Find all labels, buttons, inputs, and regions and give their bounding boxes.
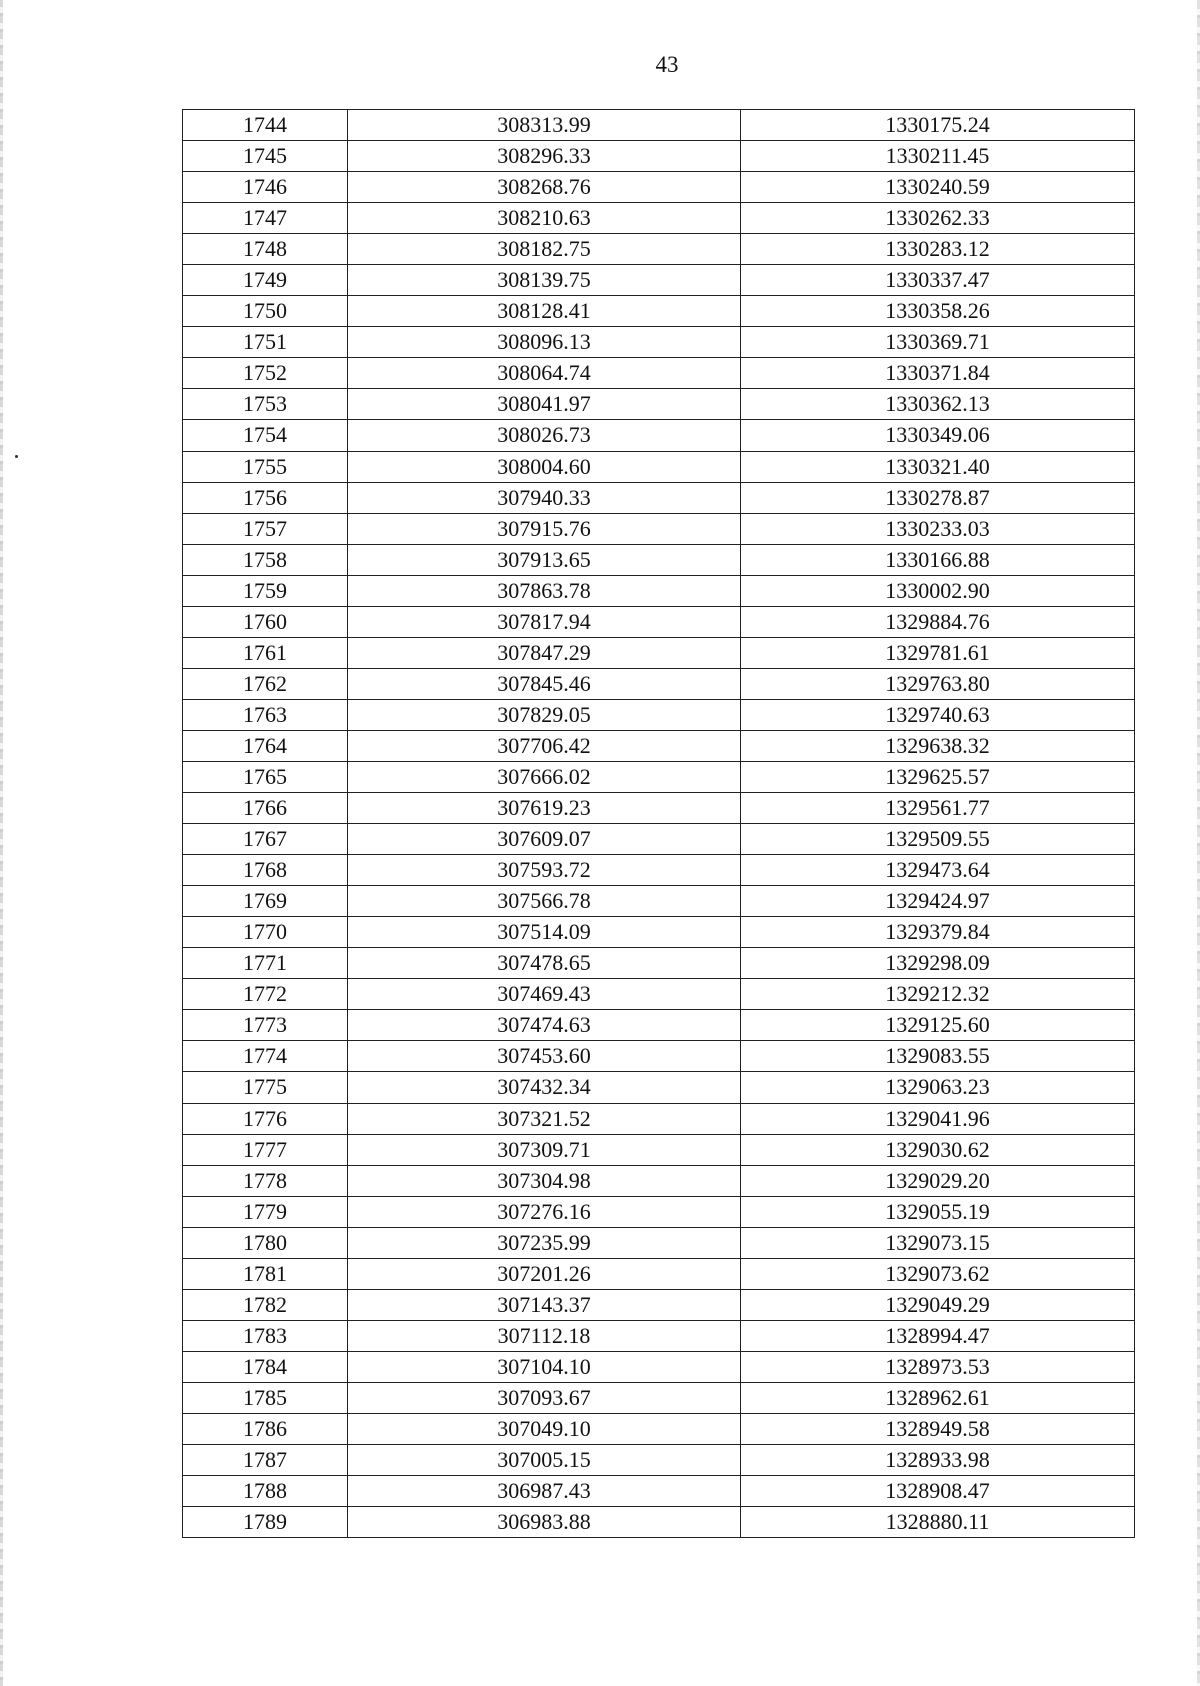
x-coordinate-cell: 307276.16 — [348, 1196, 741, 1227]
y-coordinate-cell: 1329073.62 — [741, 1258, 1135, 1289]
point-number-cell: 1745 — [183, 141, 348, 172]
table-row — [183, 234, 1135, 265]
table-row — [183, 761, 1135, 792]
point-number-cell: 1777 — [183, 1134, 348, 1165]
table-row — [183, 886, 1135, 917]
table-row — [183, 203, 1135, 234]
table-row — [183, 1351, 1135, 1382]
y-coordinate-cell: 1329063.23 — [741, 1072, 1135, 1103]
table-row — [183, 637, 1135, 668]
point-number-cell: 1770 — [183, 917, 348, 948]
x-coordinate-cell: 308004.60 — [348, 451, 741, 482]
point-number-cell: 1771 — [183, 948, 348, 979]
table-row — [183, 917, 1135, 948]
point-number-cell: 1772 — [183, 979, 348, 1010]
table-row — [183, 1165, 1135, 1196]
y-coordinate-cell: 1329763.80 — [741, 668, 1135, 699]
y-coordinate-cell: 1330371.84 — [741, 358, 1135, 389]
x-coordinate-cell: 308182.75 — [348, 234, 741, 265]
y-coordinate-cell: 1329298.09 — [741, 948, 1135, 979]
x-coordinate-cell: 307666.02 — [348, 761, 741, 792]
point-number-cell: 1761 — [183, 637, 348, 668]
point-number-cell: 1748 — [183, 234, 348, 265]
x-coordinate-cell: 308128.41 — [348, 296, 741, 327]
scan-speck — [15, 455, 18, 458]
y-coordinate-cell: 1328933.98 — [741, 1445, 1135, 1476]
x-coordinate-cell: 307817.94 — [348, 606, 741, 637]
x-coordinate-cell: 307474.63 — [348, 1010, 741, 1041]
point-number-cell: 1765 — [183, 761, 348, 792]
y-coordinate-cell: 1329041.96 — [741, 1103, 1135, 1134]
x-coordinate-cell: 307915.76 — [348, 513, 741, 544]
x-coordinate-cell: 308296.33 — [348, 141, 741, 172]
point-number-cell: 1751 — [183, 327, 348, 358]
coordinate-table — [182, 109, 1135, 1538]
table-row — [183, 110, 1135, 141]
y-coordinate-cell: 1329884.76 — [741, 606, 1135, 637]
point-number-cell: 1758 — [183, 544, 348, 575]
point-number-cell: 1782 — [183, 1289, 348, 1320]
table-row — [183, 793, 1135, 824]
y-coordinate-cell: 1329781.61 — [741, 637, 1135, 668]
point-number-cell: 1766 — [183, 793, 348, 824]
table-row — [183, 855, 1135, 886]
x-coordinate-cell: 308268.76 — [348, 172, 741, 203]
table-row — [183, 1103, 1135, 1134]
y-coordinate-cell: 1329049.29 — [741, 1289, 1135, 1320]
point-number-cell: 1785 — [183, 1382, 348, 1413]
point-number-cell: 1779 — [183, 1196, 348, 1227]
x-coordinate-cell: 307566.78 — [348, 886, 741, 917]
point-number-cell: 1789 — [183, 1507, 348, 1538]
table-row — [183, 1072, 1135, 1103]
x-coordinate-cell: 307478.65 — [348, 948, 741, 979]
y-coordinate-cell: 1330240.59 — [741, 172, 1135, 203]
x-coordinate-cell: 308139.75 — [348, 265, 741, 296]
x-coordinate-cell: 307453.60 — [348, 1041, 741, 1072]
table-row — [183, 1134, 1135, 1165]
point-number-cell: 1750 — [183, 296, 348, 327]
x-coordinate-cell: 307304.98 — [348, 1165, 741, 1196]
coordinate-table-body — [183, 110, 1135, 1538]
x-coordinate-cell: 306987.43 — [348, 1476, 741, 1507]
y-coordinate-cell: 1329029.20 — [741, 1165, 1135, 1196]
point-number-cell: 1746 — [183, 172, 348, 203]
table-row — [183, 389, 1135, 420]
point-number-cell: 1760 — [183, 606, 348, 637]
x-coordinate-cell: 307432.34 — [348, 1072, 741, 1103]
x-coordinate-cell: 307514.09 — [348, 917, 741, 948]
x-coordinate-cell: 307593.72 — [348, 855, 741, 886]
table-row — [183, 141, 1135, 172]
table-row — [183, 668, 1135, 699]
point-number-cell: 1767 — [183, 824, 348, 855]
y-coordinate-cell: 1329125.60 — [741, 1010, 1135, 1041]
table-row — [183, 420, 1135, 451]
y-coordinate-cell: 1329509.55 — [741, 824, 1135, 855]
table-row — [183, 1010, 1135, 1041]
y-coordinate-cell: 1328973.53 — [741, 1351, 1135, 1382]
x-coordinate-cell: 307309.71 — [348, 1134, 741, 1165]
point-number-cell: 1756 — [183, 482, 348, 513]
point-number-cell: 1780 — [183, 1227, 348, 1258]
x-coordinate-cell: 307609.07 — [348, 824, 741, 855]
table-row — [183, 1413, 1135, 1444]
point-number-cell: 1764 — [183, 730, 348, 761]
y-coordinate-cell: 1329561.77 — [741, 793, 1135, 824]
point-number-cell: 1784 — [183, 1351, 348, 1382]
table-row — [183, 265, 1135, 296]
page-number: 43 — [655, 52, 679, 77]
table-row — [183, 482, 1135, 513]
point-number-cell: 1775 — [183, 1072, 348, 1103]
x-coordinate-cell: 307619.23 — [348, 793, 741, 824]
y-coordinate-cell: 1329740.63 — [741, 699, 1135, 730]
y-coordinate-cell: 1330175.24 — [741, 110, 1135, 141]
y-coordinate-cell: 1328908.47 — [741, 1476, 1135, 1507]
x-coordinate-cell: 307321.52 — [348, 1103, 741, 1134]
x-coordinate-cell: 307143.37 — [348, 1289, 741, 1320]
table-row — [183, 948, 1135, 979]
table-row — [183, 1476, 1135, 1507]
table-row — [183, 327, 1135, 358]
y-coordinate-cell: 1329379.84 — [741, 917, 1135, 948]
point-number-cell: 1787 — [183, 1445, 348, 1476]
x-coordinate-cell: 307829.05 — [348, 699, 741, 730]
x-coordinate-cell: 307863.78 — [348, 575, 741, 606]
table-row — [183, 1289, 1135, 1320]
table-row — [183, 979, 1135, 1010]
y-coordinate-cell: 1328880.11 — [741, 1507, 1135, 1538]
x-coordinate-cell: 307235.99 — [348, 1227, 741, 1258]
point-number-cell: 1768 — [183, 855, 348, 886]
table-row — [183, 699, 1135, 730]
scan-edge-left — [0, 0, 3, 1686]
table-row — [183, 1041, 1135, 1072]
y-coordinate-cell: 1330002.90 — [741, 575, 1135, 606]
point-number-cell: 1763 — [183, 699, 348, 730]
table-row — [183, 1258, 1135, 1289]
y-coordinate-cell: 1330321.40 — [741, 451, 1135, 482]
table-row — [183, 606, 1135, 637]
x-coordinate-cell: 307847.29 — [348, 637, 741, 668]
table-row — [183, 544, 1135, 575]
x-coordinate-cell: 307049.10 — [348, 1413, 741, 1444]
x-coordinate-cell: 307201.26 — [348, 1258, 741, 1289]
y-coordinate-cell: 1330283.12 — [741, 234, 1135, 265]
table-row — [183, 358, 1135, 389]
x-coordinate-cell: 308096.13 — [348, 327, 741, 358]
point-number-cell: 1749 — [183, 265, 348, 296]
table-row — [183, 172, 1135, 203]
point-number-cell: 1762 — [183, 668, 348, 699]
x-coordinate-cell: 307706.42 — [348, 730, 741, 761]
x-coordinate-cell: 308313.99 — [348, 110, 741, 141]
point-number-cell: 1778 — [183, 1165, 348, 1196]
point-number-cell: 1776 — [183, 1103, 348, 1134]
y-coordinate-cell: 1330369.71 — [741, 327, 1135, 358]
x-coordinate-cell: 307112.18 — [348, 1320, 741, 1351]
table-row — [183, 451, 1135, 482]
x-coordinate-cell: 307913.65 — [348, 544, 741, 575]
y-coordinate-cell: 1328962.61 — [741, 1382, 1135, 1413]
x-coordinate-cell: 307093.67 — [348, 1382, 741, 1413]
table-row — [183, 730, 1135, 761]
point-number-cell: 1753 — [183, 389, 348, 420]
x-coordinate-cell: 308026.73 — [348, 420, 741, 451]
point-number-cell: 1755 — [183, 451, 348, 482]
y-coordinate-cell: 1329638.32 — [741, 730, 1135, 761]
point-number-cell: 1781 — [183, 1258, 348, 1289]
point-number-cell: 1744 — [183, 110, 348, 141]
point-number-cell: 1788 — [183, 1476, 348, 1507]
x-coordinate-cell: 307005.15 — [348, 1445, 741, 1476]
table-row — [183, 1382, 1135, 1413]
y-coordinate-cell: 1329212.32 — [741, 979, 1135, 1010]
y-coordinate-cell: 1330337.47 — [741, 265, 1135, 296]
y-coordinate-cell: 1328994.47 — [741, 1320, 1135, 1351]
x-coordinate-cell: 308041.97 — [348, 389, 741, 420]
y-coordinate-cell: 1329424.97 — [741, 886, 1135, 917]
y-coordinate-cell: 1330278.87 — [741, 482, 1135, 513]
table-row — [183, 296, 1135, 327]
table-row — [183, 1507, 1135, 1538]
table-row — [183, 1445, 1135, 1476]
table-row — [183, 1320, 1135, 1351]
point-number-cell: 1759 — [183, 575, 348, 606]
y-coordinate-cell: 1329073.15 — [741, 1227, 1135, 1258]
x-coordinate-cell: 308210.63 — [348, 203, 741, 234]
y-coordinate-cell: 1329030.62 — [741, 1134, 1135, 1165]
y-coordinate-cell: 1330362.13 — [741, 389, 1135, 420]
point-number-cell: 1747 — [183, 203, 348, 234]
point-number-cell: 1786 — [183, 1413, 348, 1444]
point-number-cell: 1754 — [183, 420, 348, 451]
point-number-cell: 1752 — [183, 358, 348, 389]
x-coordinate-cell: 307104.10 — [348, 1351, 741, 1382]
table-row — [183, 824, 1135, 855]
y-coordinate-cell: 1329625.57 — [741, 761, 1135, 792]
point-number-cell: 1773 — [183, 1010, 348, 1041]
table-row — [183, 1227, 1135, 1258]
point-number-cell: 1769 — [183, 886, 348, 917]
y-coordinate-cell: 1330233.03 — [741, 513, 1135, 544]
x-coordinate-cell: 306983.88 — [348, 1507, 741, 1538]
y-coordinate-cell: 1328949.58 — [741, 1413, 1135, 1444]
table-row — [183, 1196, 1135, 1227]
y-coordinate-cell: 1330166.88 — [741, 544, 1135, 575]
y-coordinate-cell: 1329473.64 — [741, 855, 1135, 886]
x-coordinate-cell: 308064.74 — [348, 358, 741, 389]
x-coordinate-cell: 307845.46 — [348, 668, 741, 699]
point-number-cell: 1783 — [183, 1320, 348, 1351]
y-coordinate-cell: 1330211.45 — [741, 141, 1135, 172]
table-row — [183, 513, 1135, 544]
x-coordinate-cell: 307940.33 — [348, 482, 741, 513]
y-coordinate-cell: 1330349.06 — [741, 420, 1135, 451]
point-number-cell: 1757 — [183, 513, 348, 544]
table-row — [183, 575, 1135, 606]
y-coordinate-cell: 1329055.19 — [741, 1196, 1135, 1227]
y-coordinate-cell: 1329083.55 — [741, 1041, 1135, 1072]
y-coordinate-cell: 1330262.33 — [741, 203, 1135, 234]
y-coordinate-cell: 1330358.26 — [741, 296, 1135, 327]
x-coordinate-cell: 307469.43 — [348, 979, 741, 1010]
point-number-cell: 1774 — [183, 1041, 348, 1072]
